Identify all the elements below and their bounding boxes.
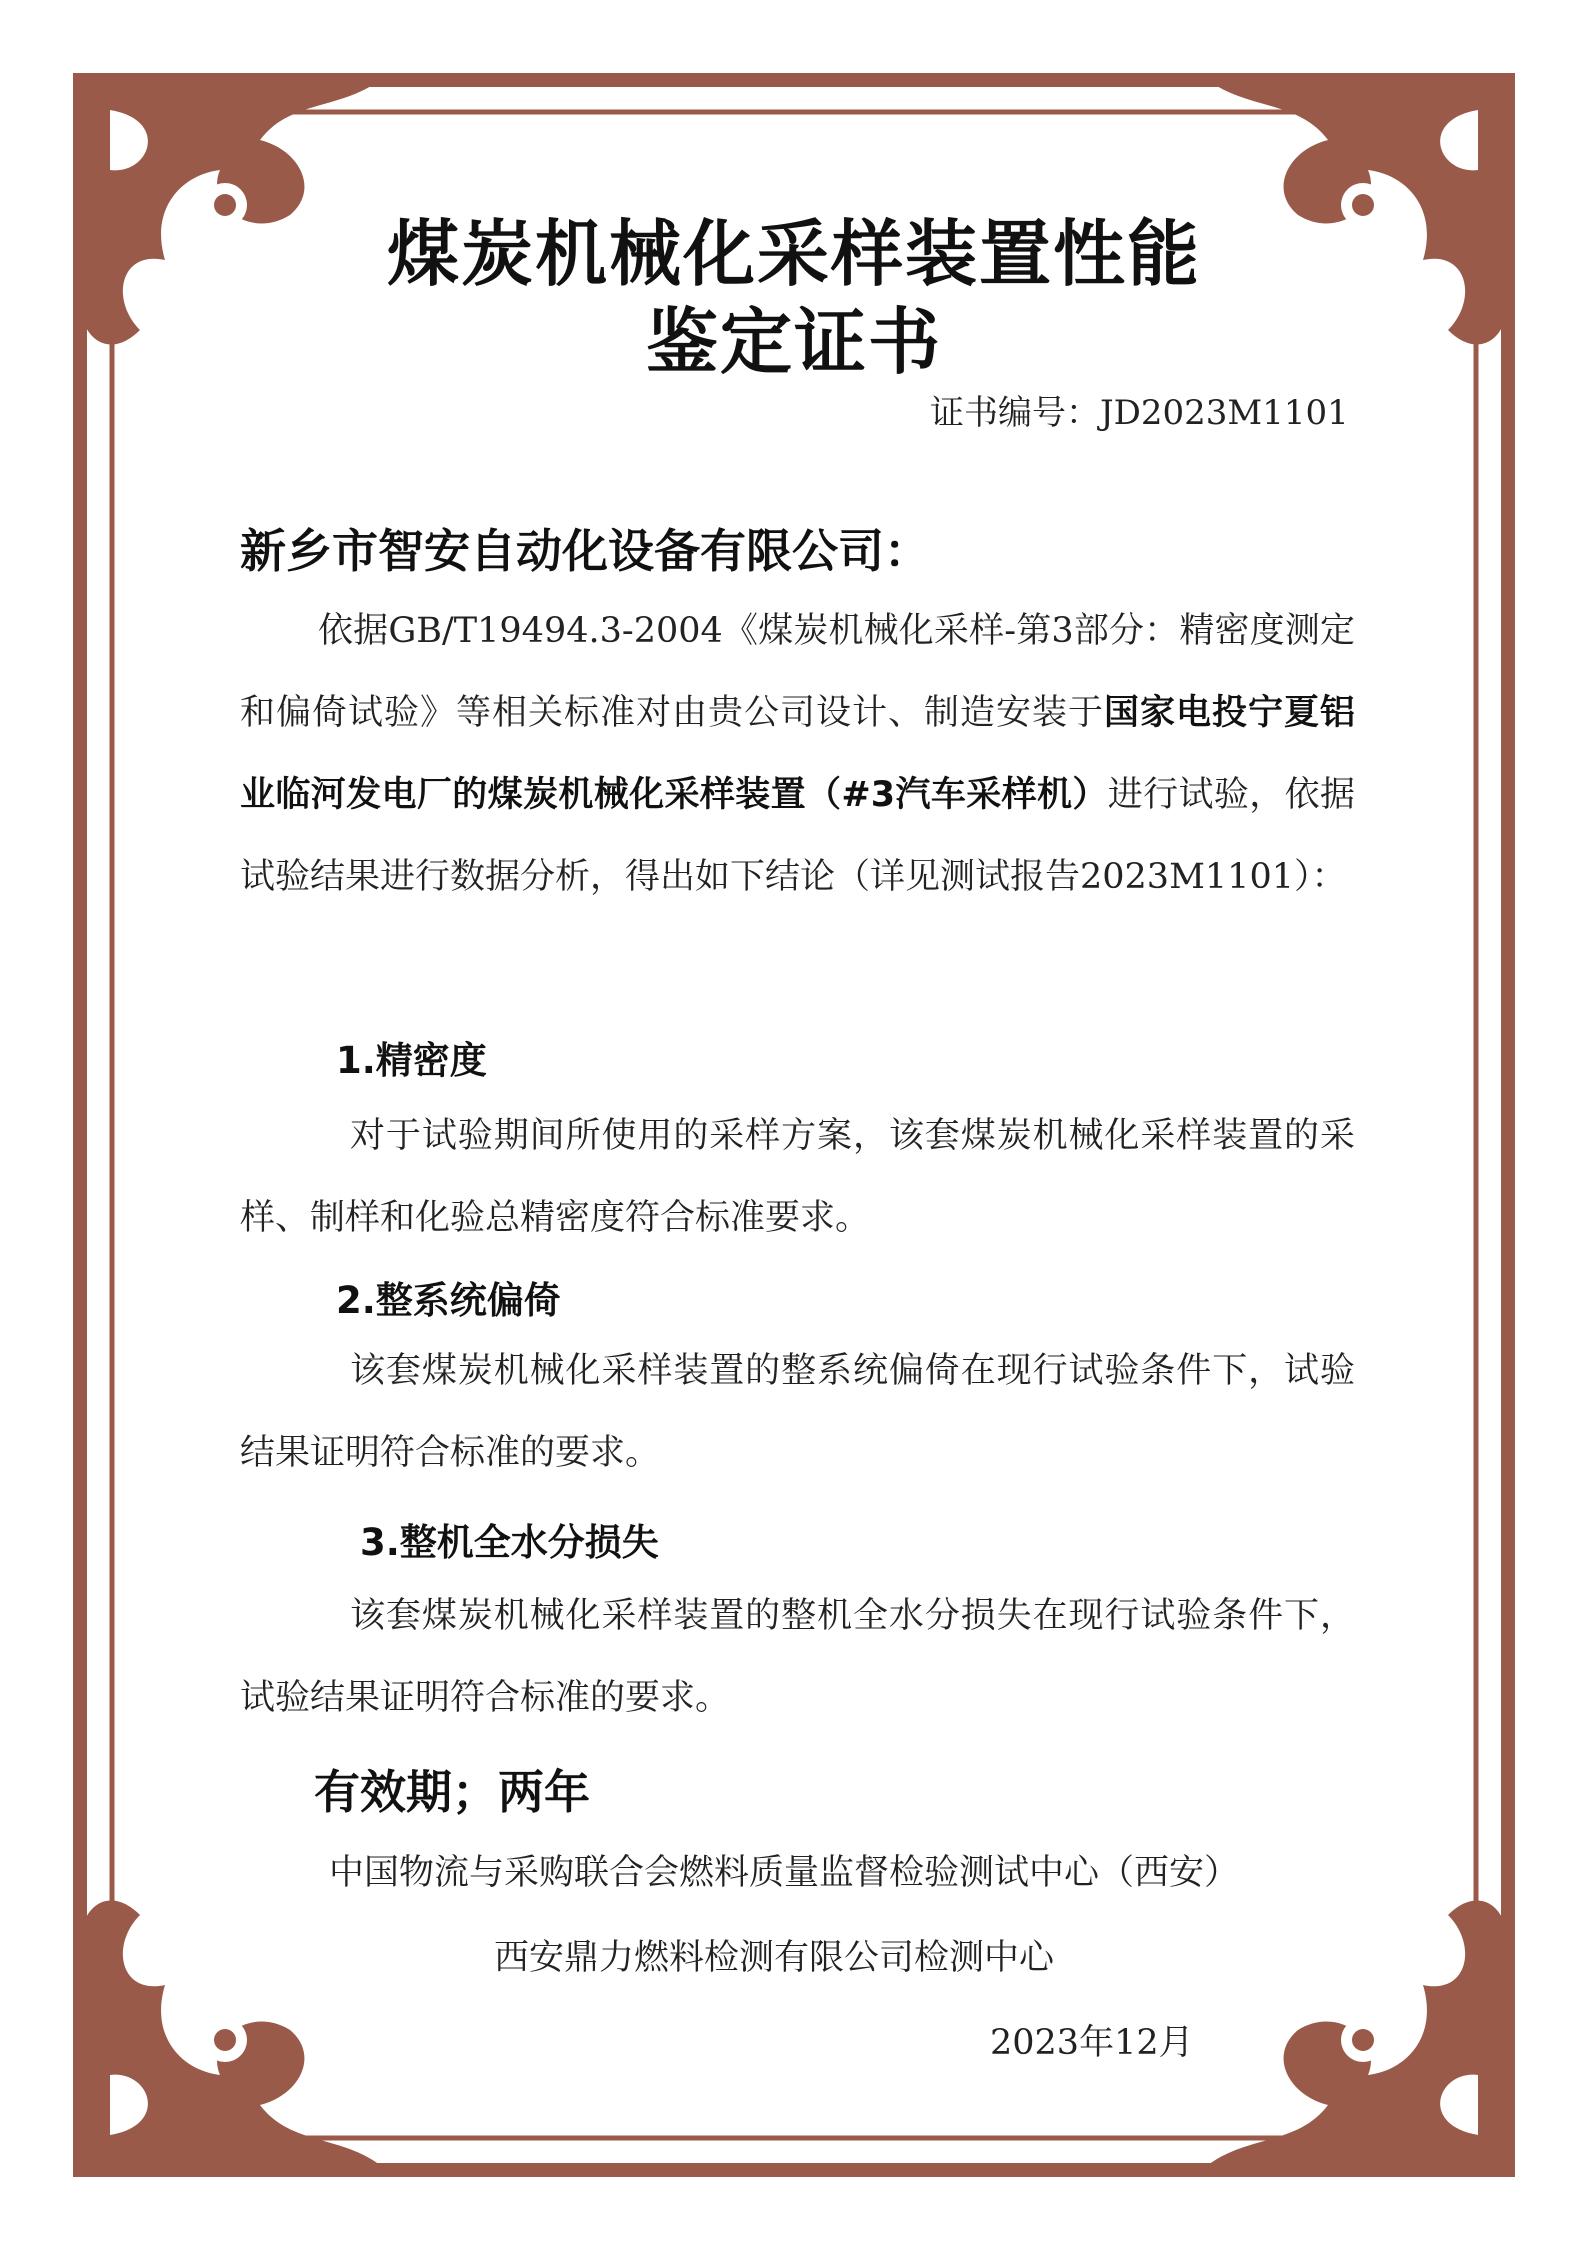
issuer-secondary: 西安鼎力燃料检测有限公司检测中心: [493, 1938, 1054, 1978]
intro-text-2: 进行试验，依据试验结果进行数据分析，得出如下结论（详见测试报告2023M1101）：: [240, 775, 1355, 897]
certificate-subtitle: 鉴定证书: [645, 300, 942, 384]
certificate-number: 证书编号：JD2023M1101: [930, 393, 1349, 433]
certificate-title: 煤炭机械化采样装置性能: [386, 212, 1201, 296]
intro-text-1: 依据GB/T19494.3-2004《煤炭机械化采样-第3部分：精密度测定和偏倚试验》等相关标准对由贵公司设计、制造安装于: [240, 611, 1355, 733]
section-heading-moisture-loss: 3.整机全水分损失: [360, 1521, 659, 1564]
recipient-company: 新乡市智安自动化设备有限公司：: [240, 524, 930, 578]
intro-paragraph: [240, 590, 1355, 918]
intro-text-bold: 国家电投宁夏铝业临河发电厂的煤炭机械化采样装置（#3汽车采样机）: [240, 693, 1355, 815]
section-heading-precision: 1.精密度: [336, 1039, 487, 1082]
section-heading-bias: 2.整系统偏倚: [336, 1279, 561, 1322]
validity-period: 有效期；两年: [314, 1765, 590, 1819]
issue-date: 2023年12月: [990, 2023, 1194, 2063]
issuer-primary: 中国物流与采购联合会燃料质量监督检验测试中心（西安）: [328, 1853, 1239, 1893]
section-text-bias: 该套煤炭机械化采样装置的整系统偏倚在现行试验条件下，试验结果证明符合标准的要求。: [240, 1351, 1355, 1473]
section-text-precision: 对于试验期间所使用的采样方案，该套煤炭机械化采样装置的采样、制样和化验总精密度符合标准要求。: [240, 1116, 1355, 1238]
section-text-moisture-loss: 该套煤炭机械化采样装置的整机全水分损失在现行试验条件下，试验结果证明符合标准的要求。: [240, 1596, 1355, 1718]
